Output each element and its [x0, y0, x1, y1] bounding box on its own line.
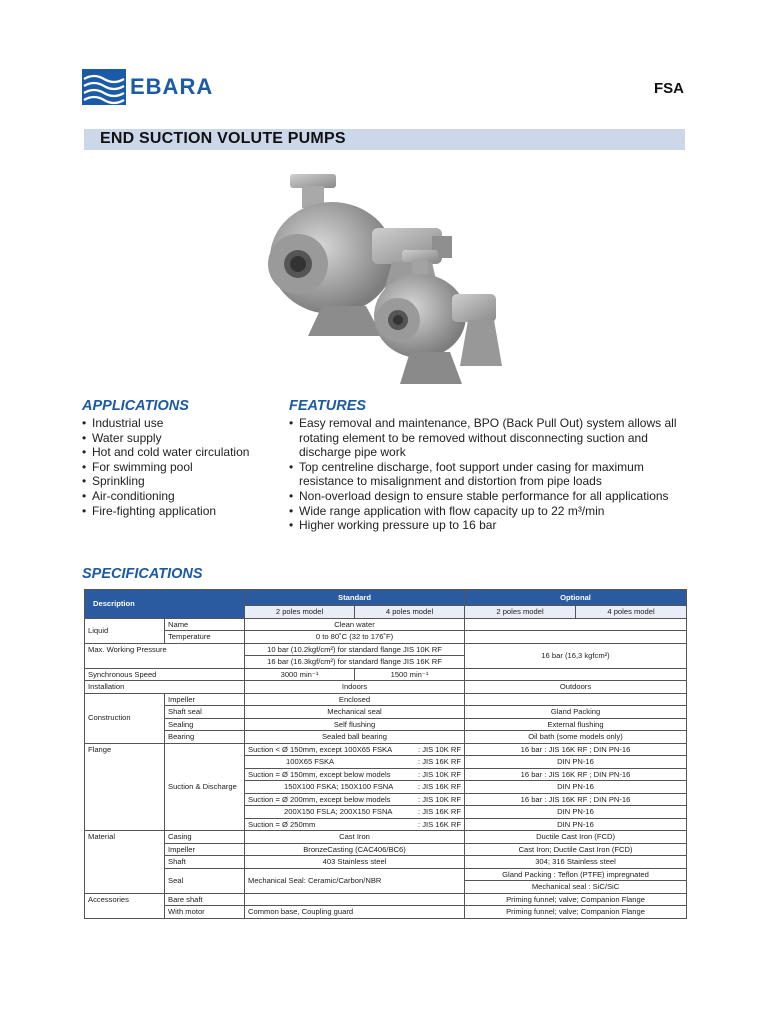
cell: Outdoors	[465, 681, 687, 694]
cell: Indoors	[245, 681, 465, 694]
table-row	[85, 668, 687, 681]
row-sublabel: Shaft	[165, 856, 245, 869]
row-sublabel: Sealing	[165, 718, 245, 731]
row-sublabel: Impeller	[165, 843, 245, 856]
row-label: Liquid	[85, 618, 165, 643]
col-opt-4p: 4 poles model	[576, 606, 687, 619]
list-item: • Water supply	[82, 431, 272, 446]
table-row	[85, 906, 687, 919]
cell: DIN PN-16	[465, 756, 687, 769]
applications-list	[82, 416, 272, 518]
cell: External flushing	[465, 718, 687, 731]
cell	[245, 818, 465, 831]
flange-spec: 150X100 FSKA; 150X100 FSNA	[284, 782, 394, 791]
cell: Priming funnel; valve; Companion Flange	[465, 906, 687, 919]
cell	[245, 793, 465, 806]
flange-spec: Suction = Ø 150mm, except below models	[248, 769, 391, 779]
row-label: Accessories	[85, 893, 165, 918]
cell: Sealed ball bearing	[245, 731, 465, 744]
flange-spec: 200X150 FSLA; 200X150 FSNA	[284, 807, 393, 816]
table-row	[85, 731, 687, 744]
cell: 16 bar : JIS 16K RF ; DIN PN-16	[465, 743, 687, 756]
cell: DIN PN-16	[465, 781, 687, 794]
cell: DIN PN-16	[465, 818, 687, 831]
table-header-row	[85, 590, 687, 606]
list-item: • Wide range application with flow capacity up to 22 m³/min	[289, 504, 689, 519]
table-row	[85, 706, 687, 719]
cell: 304; 316 Stainless steel	[465, 856, 687, 869]
cell	[465, 693, 687, 706]
cell: Enclosed	[245, 693, 465, 706]
table-row	[85, 868, 687, 881]
cell: 10 bar (10.2kgf/cm²) for standard flange JIS 10K RF	[245, 643, 465, 656]
col-std-4p: 4 poles model	[355, 606, 465, 619]
cell: 16 bar : JIS 16K RF ; DIN PN-16	[465, 768, 687, 781]
row-label: Material	[85, 831, 165, 894]
list-item: • Industrial use	[82, 416, 272, 431]
cell: Priming funnel; valve; Companion Flange	[465, 893, 687, 906]
features-list	[289, 416, 689, 533]
row-sublabel: Impeller	[165, 693, 245, 706]
col-optional: Optional	[465, 590, 687, 606]
table-row	[85, 618, 687, 631]
col-description: Description	[85, 590, 245, 619]
flange-rating: : JIS 16K RF	[417, 782, 462, 791]
list-item: • Fire-fighting application	[82, 504, 272, 519]
col-standard: Standard	[245, 590, 465, 606]
ebara-wave-icon	[82, 69, 126, 105]
flange-spec: 100X65 FSKA	[286, 757, 335, 766]
cell	[245, 768, 465, 781]
col-opt-2p: 2 poles model	[465, 606, 576, 619]
flange-rating: : JIS 16K RF	[417, 757, 462, 766]
list-item: • Easy removal and maintenance, BPO (Back Pull Out) system allows all rotating element to be removed without disconnecting suction and discharge pipe work	[289, 416, 689, 460]
list-item: • For swimming pool	[82, 460, 272, 475]
row-sublabel: Bearing	[165, 731, 245, 744]
table-row	[85, 843, 687, 856]
cell: 403 Stainless steel	[245, 856, 465, 869]
cell: Cast Iron	[245, 831, 465, 844]
ebara-logo	[82, 69, 213, 105]
flange-rating: : JIS 16K RF	[417, 819, 462, 829]
flange-rating: : JIS 10K RF	[417, 744, 462, 754]
cell: Mechanical seal : SiC/SiC	[465, 881, 687, 894]
cell	[465, 668, 687, 681]
table-row	[85, 643, 687, 656]
cell: DIN PN-16	[465, 806, 687, 819]
cell: 1500 min⁻¹	[355, 668, 465, 681]
cell: Clean water	[245, 618, 465, 631]
cell: Self flushing	[245, 718, 465, 731]
flange-rating: : JIS 10K RF	[417, 769, 462, 779]
list-item: • Sprinkling	[82, 474, 272, 489]
cell: Mechanical seal	[245, 706, 465, 719]
cell	[465, 618, 687, 631]
table-row	[85, 831, 687, 844]
cell	[245, 743, 465, 756]
table-row	[85, 743, 687, 756]
page-title: END SUCTION VOLUTE PUMPS	[100, 130, 346, 147]
row-sublabel: Name	[165, 618, 245, 631]
cell: 16 bar (16.3kgf/cm²) for standard flange JIS 16K RF	[245, 656, 465, 669]
cell	[245, 893, 465, 906]
list-item: • Air-conditioning	[82, 489, 272, 504]
flange-rating: : JIS 16K RF	[417, 807, 462, 816]
specifications-table	[84, 589, 687, 919]
cell: Common base, Coupling guard	[245, 906, 465, 919]
cell: Gland Packing	[465, 706, 687, 719]
list-item: • Higher working pressure up to 16 bar	[289, 518, 689, 533]
table-row	[85, 893, 687, 906]
list-item: • Non-overload design to ensure stable performance for all applications	[289, 489, 689, 504]
document-code: FSA	[654, 80, 684, 97]
row-label: Synchronous Speed	[85, 668, 245, 681]
row-sublabel: Suction & Discharge	[165, 743, 245, 831]
cell	[465, 631, 687, 644]
cell: 0 to 80˚C (32 to 176˚F)	[245, 631, 465, 644]
applications-heading: APPLICATIONS	[82, 398, 189, 414]
row-sublabel: Temperature	[165, 631, 245, 644]
cell	[245, 781, 465, 794]
cell	[245, 806, 465, 819]
brand-name: EBARA	[130, 74, 214, 99]
flange-rating: : JIS 10K RF	[417, 794, 462, 804]
cell: Ductile Cast Iron (FCD)	[465, 831, 687, 844]
row-label: Construction	[85, 693, 165, 743]
flange-spec: Suction = Ø 250mm	[248, 819, 316, 829]
table-row	[85, 718, 687, 731]
flange-spec: Suction < Ø 150mm, except 100X65 FSKA	[248, 744, 393, 754]
row-sublabel: Shaft seal	[165, 706, 245, 719]
row-label: Flange	[85, 743, 165, 831]
table-row	[85, 693, 687, 706]
cell: Cast Iron; Ductile Cast Iron (FCD)	[465, 843, 687, 856]
table-row	[85, 631, 687, 644]
row-sublabel: Seal	[165, 868, 245, 893]
cell: BronzeCasting (CAC406/BC6)	[245, 843, 465, 856]
row-label: Installation	[85, 681, 245, 694]
row-sublabel: Bare shaft	[165, 893, 245, 906]
cell: Gland Packing : Teflon (PTFE) impregnated	[465, 868, 687, 881]
cell	[245, 756, 465, 769]
list-item: • Hot and cold water circulation	[82, 445, 272, 460]
col-std-2p: 2 poles model	[245, 606, 355, 619]
cell: 3000 min⁻¹	[245, 668, 355, 681]
cell: 16 bar (16,3 kgfcm²)	[465, 643, 687, 668]
features-heading: FEATURES	[289, 398, 367, 414]
cell: Oil bath (some models only)	[465, 731, 687, 744]
specifications-heading: SPECIFICATIONS	[82, 566, 203, 582]
pump-product-image	[262, 166, 506, 396]
table-row	[85, 681, 687, 694]
cell: 16 bar : JIS 16K RF ; DIN PN-16	[465, 793, 687, 806]
cell: Mechanical Seal: Ceramic/Carbon/NBR	[245, 868, 465, 893]
title-bar	[84, 129, 685, 150]
flange-spec: Suction = Ø 200mm, except below models	[248, 794, 391, 804]
row-label: Max. Working Pressure	[85, 643, 245, 668]
row-sublabel: With motor	[165, 906, 245, 919]
table-row	[85, 856, 687, 869]
list-item: • Top centreline discharge, foot support under casing for maximum resistance to misalignment and distortion from pipe loads	[289, 460, 689, 489]
row-sublabel: Casing	[165, 831, 245, 844]
